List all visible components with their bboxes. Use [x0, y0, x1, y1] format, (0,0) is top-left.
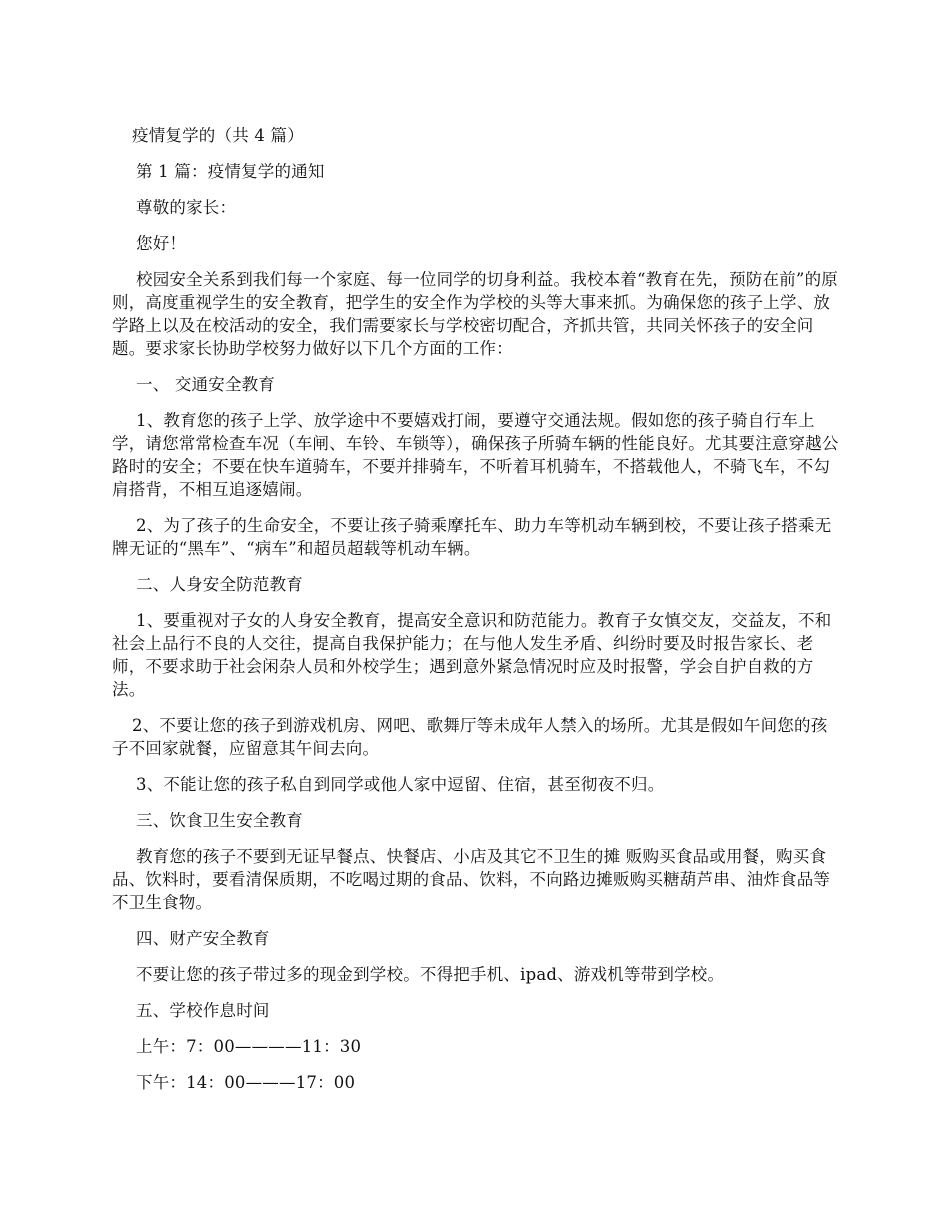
property-paragraph: 不要让您的孩子带过多的现金到学校。不得把手机、ipad、游戏机等带到学校。	[136, 965, 725, 984]
greeting: 您好！	[136, 234, 187, 253]
section-heading-property: 四、财产安全教育	[136, 929, 270, 948]
traffic-item-2: 2、为了孩子的生命安全，不要让孩子骑乘摩托车、助力车等机动车辆到校，不要让孩子搭乘无牌无证的“黑车”、“病车”和超员超载等机动车辆。	[112, 516, 832, 558]
section-heading-schedule: 五、学校作息时间	[136, 1001, 270, 1020]
section-heading-traffic: 一、 交通安全教育	[136, 375, 276, 394]
traffic-item-1: 1、教育您的孩子上学、放学途中不要嬉戏打闹，要遵守交通法规。假如您的孩子骑自行车上学，请您常常检查车况（车闸、车铃、车锁等），确保孩子所骑车辆的性能良好。尤其要注意穿越公路时的安全；不要在快车道骑车，不要并排骑车，不听着耳机骑车，不搭载他人，不骑飞车，不勾肩搭背，不相互追逐嬉闹。	[112, 411, 839, 499]
document-page	[112, 124, 842, 1107]
personal-item-3: 3、不能让您的孩子私自到同学或他人家中逗留、住宿，甚至彻夜不归。	[136, 775, 665, 794]
personal-item-2: 2、不要让您的孩子到游戏机房、网吧、歌舞厅等未成年人禁入的场所。尤其是假如午间您的孩子不回家就餐，应留意其午间去向。	[112, 716, 828, 758]
salutation: 尊敬的家长：	[136, 198, 237, 217]
document-title: 疫情复学的（共 4 篇）	[132, 126, 304, 145]
article-heading: 第 1 篇：疫情复学的通知	[136, 162, 325, 181]
personal-item-1: 1、要重视对子女的人身安全教育，提高安全意识和防范能力。教育子女慎交友，交益友，不和社会上品行不良的人交往，提高自我保护能力；在与他人发生矛盾、纠纷时要及时报告家长、老师，不要求助于社会闲杂人员和外校学生；遇到意外紧急情况时应及时报警，学会自护自救的方法。	[112, 611, 832, 699]
intro-paragraph: 校园安全关系到我们每一个家庭、每一位同学的切身利益。我校本着“教育在先，预防在前”的原则，高度重视学生的安全教育，把学生的安全作为学校的头等大事来抓。为确保您的孩子上学、放学路上以及在校活动的安全，我们需要家长与学校密切配合，齐抓共管，共同关怀孩子的安全问题。要求家长协助学校努力做好以下几个方面的工作：	[112, 270, 838, 358]
section-heading-food: 三、饮食卫生安全教育	[136, 811, 303, 830]
food-paragraph: 教育您的孩子不要到无证早餐点、快餐店、小店及其它不卫生的摊 贩购买食品或用餐，购买食品、饮料时，要看清保质期，不吃喝过期的食品、饮料，不向路边摊贩购买糖葫芦串、油炸食品等不卫生食物。	[112, 847, 831, 912]
schedule-morning: 上午：7：00————11：30	[136, 1037, 362, 1056]
section-heading-personal: 二、人身安全防范教育	[136, 575, 303, 594]
schedule-afternoon: 下午：14：00———17：00	[136, 1073, 356, 1092]
